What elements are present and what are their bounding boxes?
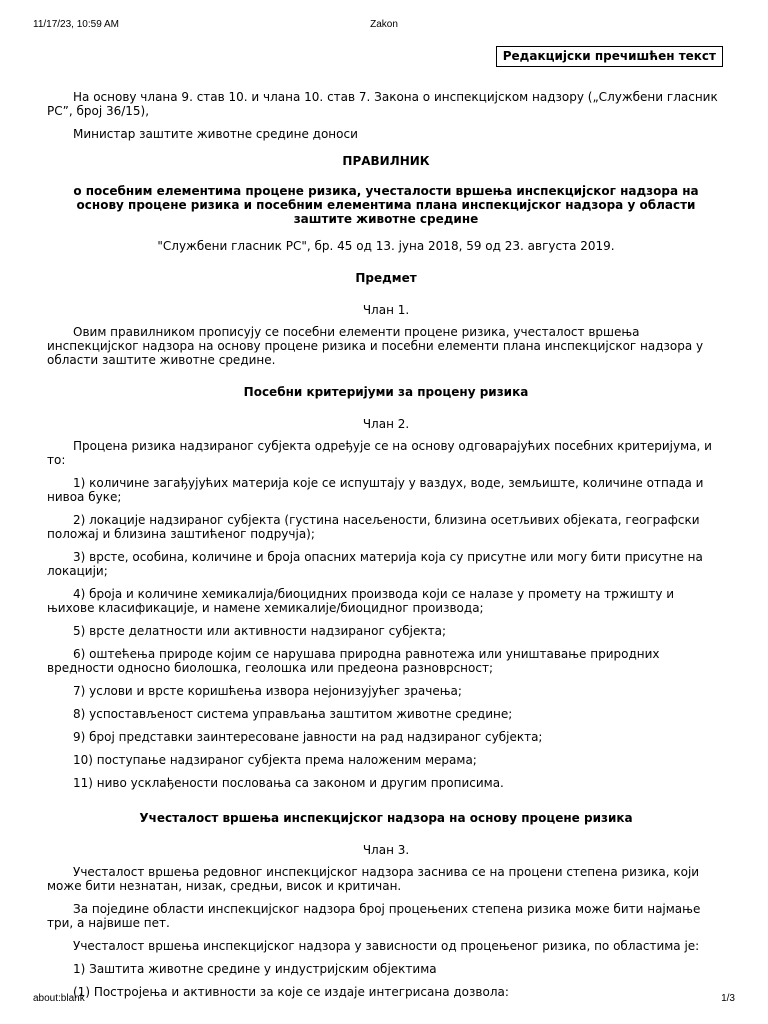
article-3-paragraph: (1) Постројења и активности за које се издаје интегрисана дозвола:: [73, 985, 509, 999]
article-2-text: Процена ризика надзираног субјекта одређује се на основу одговарајућих посебних критеријума, и то:: [47, 439, 712, 467]
article-3-paragraph: 1) Заштита животне средине у индустријским објектима: [73, 962, 437, 976]
criteria-item: 9) број представки заинтересоване јавности на рад надзираног субјекта;: [73, 730, 543, 744]
article-3-paragraph: Учесталост вршења инспекцијског надзора у зависности од процењеног ризика, по областима је:: [73, 939, 700, 953]
article-1-text: Овим правилником прописују се посебни елементи процене ризика, учесталост вршења инспекцијског надзора на основу процене ризика и посебни елементи плана инспекцијског надзора у области заштите животне средине.: [47, 325, 704, 367]
criteria-item: 4) броја и количине хемикалија/биоцидних производа који се налазе у промету на тржишту и њихове класификације, и намене хемикалије/биоцидног производа;: [47, 587, 675, 615]
intro-paragraph: На основу члана 9. став 10. и члана 10. став 7. Закона о инспекцијском надзору („Службени гласник РС”, број 36/15),: [47, 90, 718, 118]
page-number: 1/3: [721, 993, 735, 1004]
criteria-item: 3) врсте, особина, количине и броја опасних материја која су присутне или могу бити присутне на локацији;: [47, 550, 703, 578]
section-title-criteria: Посебни критеријуми за процену ризика: [243, 385, 529, 399]
criteria-item: 1) количине загађујућих материја које се испуштају у ваздух, воде, земљиште, количине отпада и нивоа буке;: [47, 476, 704, 504]
section-title-subject: Предмет: [355, 271, 417, 285]
print-url: about:blank: [33, 993, 85, 1004]
criteria-item: 7) услови и врсте коришћења извора нејонизујућег зрачења;: [73, 684, 462, 698]
article-3-heading: Члан 3.: [362, 843, 410, 857]
article-3-paragraph: Учесталост вршења редовног инспекцијског надзора заснива се на процени степена ризика, који може бити незнатан, низак, средњи, висок и критичан.: [47, 865, 700, 893]
minister-line: Министар заштите животне средине доноси: [73, 127, 358, 141]
document-body: [47, 90, 725, 999]
criteria-item: 2) локације надзираног субјекта (густина насељености, близина осетљивих објеката, географски положај и близина заштићеног подручја);: [47, 513, 700, 541]
article-2-heading: Члан 2.: [362, 417, 410, 431]
document-subtitle: о посебним елементима процене ризика, учесталости вршења инспекцијског надзора на основу процене ризика и посебним елементима плана инспекцијског надзора у области заштите животне средине: [73, 184, 699, 226]
criteria-item: 10) поступање надзираног субјекта према наложеним мерама;: [73, 753, 477, 767]
criteria-item: 11) ниво усклађености пословања са законом и другим прописима.: [73, 776, 504, 790]
article-3-paragraph: За поједине области инспекцијског надзора број процењених степена ризика може бити најмање три, а највише пет.: [47, 902, 701, 930]
print-title: Zakon: [370, 19, 398, 30]
print-datetime: 11/17/23, 10:59 AM: [33, 19, 119, 30]
criteria-item: 5) врсте делатности или активности надзираног субјекта;: [73, 624, 447, 638]
edition-badge: Редакцијски пречишћен текст: [496, 46, 723, 67]
gazette-reference: "Службени гласник РС", бр. 45 од 13. јуна 2018, 59 од 23. августа 2019.: [157, 239, 615, 253]
section-title-frequency: Учесталост вршења инспекцијског надзора на основу процене ризика: [139, 811, 633, 825]
document-title: ПРАВИЛНИК: [342, 154, 430, 168]
article-1-heading: Члан 1.: [362, 303, 410, 317]
criteria-item: 8) успостављеност система управљања заштитом животне средине;: [73, 707, 513, 721]
criteria-item: 6) оштећења природе којим се нарушава природна равнотежа или уништавање природних вредности односно биолошка, геолошка или предеона разноврсност;: [47, 647, 660, 675]
